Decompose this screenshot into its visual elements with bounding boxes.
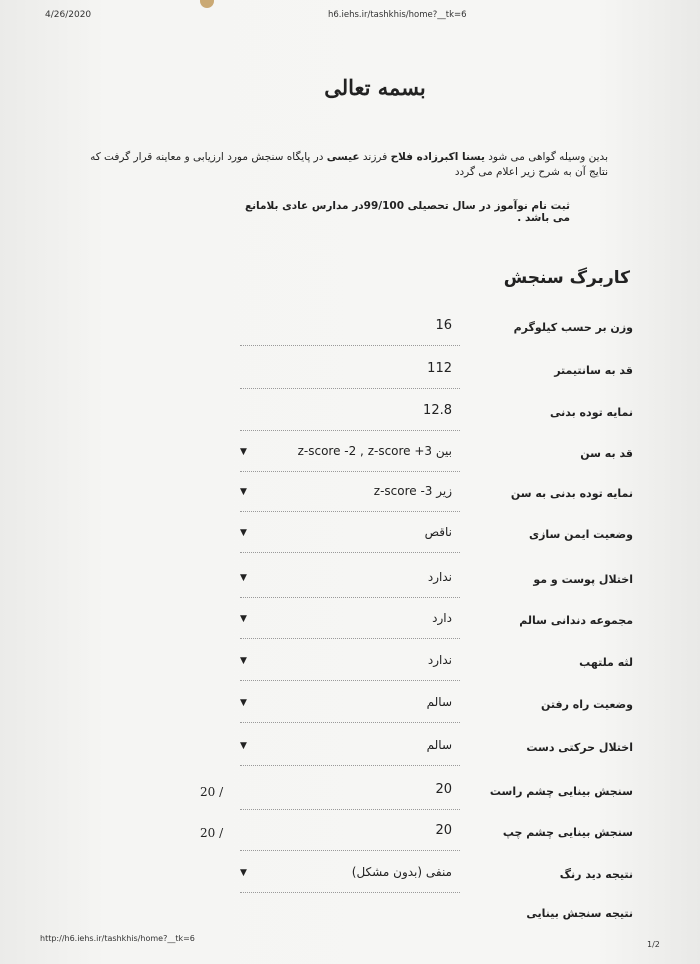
field-label: وضعیت ایمن سازی <box>528 528 633 541</box>
acuity-denominator: 20 / <box>200 785 224 799</box>
print-url: h6.iehs.ir/tashkhis/home?__tk=6 <box>328 10 467 20</box>
field-underline <box>240 597 460 598</box>
registration-before: ثبت نام نوآموز در سال تحصیلی <box>407 200 570 212</box>
print-date: 4/26/2020 <box>45 10 92 20</box>
form-row <box>0 695 700 742</box>
field-label: اختلال حرکتی دست <box>526 741 633 754</box>
field-underline <box>240 722 460 723</box>
chevron-down-icon[interactable]: ▼ <box>240 868 247 878</box>
chevron-down-icon[interactable]: ▼ <box>240 487 247 497</box>
field-label: نتیجه دید رنگ <box>559 868 633 881</box>
field-label: نمایه توده بدنی به سن <box>510 487 633 500</box>
field-label: لثه ملتهب <box>579 656 633 669</box>
field-underline <box>240 680 460 681</box>
field-label: سنجش بینایی چشم راست <box>489 785 633 798</box>
acuity-denominator: 20 / <box>200 826 224 840</box>
field-label: وزن بر حسب کیلوگرم <box>513 321 633 334</box>
input-field[interactable]: 112 <box>427 361 452 376</box>
field-label: سنجش بینایی چشم چپ <box>502 826 633 839</box>
input-field[interactable]: 20 <box>435 823 452 838</box>
form-row <box>0 738 700 785</box>
field-underline <box>240 892 460 893</box>
intro-paragraph <box>90 150 608 180</box>
form-row <box>0 361 700 408</box>
select-field[interactable]: زیر z-score -3 <box>373 484 452 498</box>
field-underline <box>240 638 460 639</box>
field-underline <box>240 552 460 553</box>
father-name: عیسی <box>326 151 360 163</box>
select-field[interactable]: ندارد <box>427 653 452 667</box>
select-field[interactable]: منفی (بدون مشکل) <box>351 865 452 879</box>
intro-mid: فرزند <box>362 151 388 163</box>
registration-after: در مدارس عادی بلامانع می باشد . <box>244 200 570 224</box>
chevron-down-icon[interactable]: ▼ <box>240 573 247 583</box>
chevron-down-icon[interactable]: ▼ <box>240 656 247 666</box>
form-row <box>0 525 700 572</box>
field-underline <box>240 765 460 766</box>
chevron-down-icon[interactable]: ▼ <box>240 741 247 751</box>
input-field[interactable]: 16 <box>435 318 452 333</box>
student-name: یسنا اکبرزاده فلاح <box>390 151 485 163</box>
chevron-down-icon[interactable]: ▼ <box>240 528 247 538</box>
field-label: نتیجه سنجش بینایی <box>526 907 633 920</box>
registration-year: 99/100 <box>363 200 405 212</box>
chevron-down-icon[interactable]: ▼ <box>240 698 247 708</box>
form-row <box>0 318 700 365</box>
intro-prefix: بدین وسیله گواهی می شود <box>488 151 608 163</box>
form-row <box>0 653 700 700</box>
page-title: بسمه تعالی <box>324 75 426 100</box>
field-underline <box>240 809 460 810</box>
field-label: وضعیت راه رفتن <box>541 698 633 711</box>
field-label: قد به سانتیمتر <box>554 364 633 377</box>
chevron-down-icon[interactable]: ▼ <box>240 614 247 624</box>
scan-smudge <box>200 0 214 8</box>
select-field[interactable]: دارد <box>432 611 452 625</box>
field-label: قد به سن <box>580 447 633 460</box>
field-underline <box>240 388 460 389</box>
footer-page-number: 1/2 <box>647 940 660 949</box>
chevron-down-icon[interactable]: ▼ <box>240 447 247 457</box>
field-underline <box>240 471 460 472</box>
select-field[interactable]: سالم <box>426 738 452 752</box>
form-row <box>0 865 700 912</box>
input-field[interactable]: 20 <box>435 782 452 797</box>
intro-rest: در پایگاه سنجش مورد ارزیابی و معاینه قرار گرفت که نتایج آن به شرح زیر اعلام می گردد <box>90 151 608 178</box>
registration-statement <box>240 200 570 224</box>
field-label: نمایه توده بدنی <box>549 406 633 419</box>
field-label: اختلال پوست و مو <box>533 573 633 586</box>
input-field[interactable]: 12.8 <box>423 403 452 418</box>
field-underline <box>240 430 460 431</box>
form-row <box>0 823 700 870</box>
form-row <box>0 611 700 658</box>
footer-url: http://h6.iehs.ir/tashkhis/home?__tk=6 <box>40 934 195 943</box>
field-underline <box>240 345 460 346</box>
section-title: کاربرگ سنجش <box>503 268 630 288</box>
select-field[interactable]: ناقص <box>424 525 452 539</box>
select-field[interactable]: سالم <box>426 695 452 709</box>
field-underline <box>240 511 460 512</box>
form-row <box>0 907 700 951</box>
select-field[interactable]: ندارد <box>427 570 452 584</box>
select-field[interactable]: بین z-score -2 , z-score +3 <box>297 444 452 458</box>
field-underline <box>240 850 460 851</box>
field-label: مجموعه دندانی سالم <box>519 614 633 627</box>
